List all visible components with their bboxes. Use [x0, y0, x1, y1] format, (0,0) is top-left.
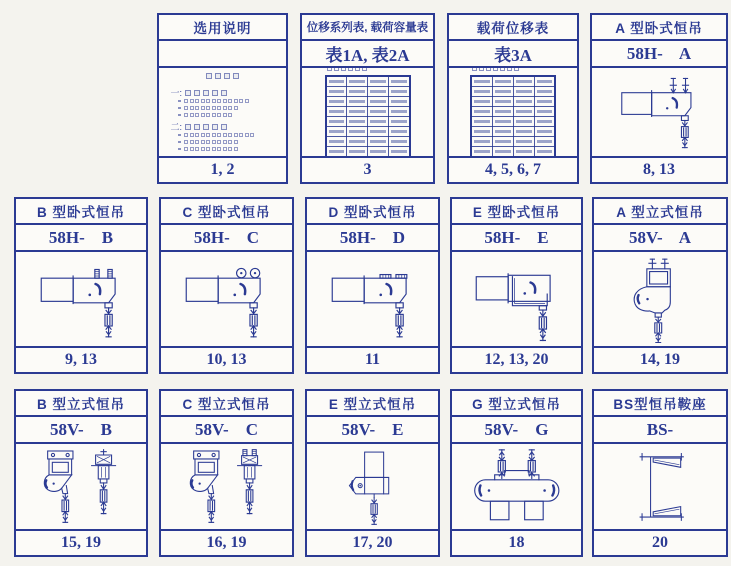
card-model: 58H- E [452, 225, 581, 252]
card-title: G 型立式恒吊 [452, 391, 581, 417]
card-saddle-bs [592, 389, 728, 557]
card-title: C 型卧式恒吊 [161, 199, 292, 225]
card-hanger-58h-e [450, 197, 583, 374]
card-title: D 型卧式恒吊 [307, 199, 438, 225]
card-model: 表3A [449, 41, 577, 68]
card-page-numbers: 18 [452, 529, 581, 555]
card-page-numbers: 14, 19 [594, 346, 726, 372]
card-model [159, 41, 286, 68]
card-page-numbers: 9, 13 [16, 346, 146, 372]
card-displacement-series-table [300, 13, 435, 184]
card-page-numbers: 16, 19 [161, 529, 292, 555]
card-body [302, 68, 433, 156]
card-body [452, 444, 581, 529]
card-model: 58H- B [16, 225, 146, 252]
card-body [449, 68, 577, 156]
card-hanger-58v-e [305, 389, 440, 557]
card-title: 选用说明 [159, 15, 286, 41]
card-model: 58H- D [307, 225, 438, 252]
card-title: BS型恒吊鞍座 [594, 391, 726, 417]
card-hanger-58h-b [14, 197, 148, 374]
card-model: 58V- G [452, 417, 581, 444]
card-model: 58V- B [16, 417, 146, 444]
card-body [159, 68, 286, 156]
notes-placeholder-text: 一: 二: [171, 73, 275, 151]
card-hanger-58v-g [450, 389, 583, 557]
card-model: 58V- C [161, 417, 292, 444]
card-body [161, 444, 292, 529]
card-model: 表1A, 表2A [302, 41, 433, 68]
card-title: E 型立式恒吊 [307, 391, 438, 417]
card-page-numbers: 10, 13 [161, 346, 292, 372]
card-hanger-58h-d [305, 197, 440, 374]
mini-table-placeholder [325, 68, 411, 156]
card-body [16, 444, 146, 529]
card-body [452, 252, 581, 346]
drawing-vertical-hanger-b [41, 447, 121, 527]
card-hanger-58v-c [159, 389, 294, 557]
card-page-numbers: 11 [307, 346, 438, 372]
card-load-displacement-table [447, 13, 579, 184]
drawing-vertical-hanger-g [469, 447, 565, 527]
drawing-vertical-hanger-c [187, 447, 267, 527]
drawing-saddle-bs [627, 447, 692, 527]
card-title: C 型立式恒吊 [161, 391, 292, 417]
card-page-numbers: 4, 5, 6, 7 [449, 156, 577, 182]
card-title: E 型卧式恒吊 [452, 199, 581, 225]
card-model: 58H- A [592, 41, 726, 68]
card-hanger-58v-b [14, 389, 148, 557]
card-page-numbers: 1, 2 [159, 156, 286, 182]
card-page-numbers: 17, 20 [307, 529, 438, 555]
card-body [307, 252, 438, 346]
card-body [592, 68, 726, 156]
mini-table-placeholder [470, 68, 556, 156]
card-model: 58H- C [161, 225, 292, 252]
card-page-numbers: 12, 13, 20 [452, 346, 581, 372]
card-page-numbers: 20 [594, 529, 726, 555]
drawing-horizontal-hanger-d [325, 255, 419, 343]
card-body [307, 444, 438, 529]
drawing-vertical-hanger-a [622, 255, 698, 343]
card-body [161, 252, 292, 346]
card-hanger-58h-a [590, 13, 728, 184]
card-title: B 型立式恒吊 [16, 391, 146, 417]
card-title: 载荷位移表 [449, 15, 577, 41]
card-title: A 型卧式恒吊 [592, 15, 726, 41]
card-model: BS- [594, 417, 726, 444]
card-title: A 型立式恒吊 [594, 199, 726, 225]
drawing-horizontal-hanger-a [615, 71, 703, 154]
card-hanger-58h-c [159, 197, 294, 374]
card-body [16, 252, 146, 346]
card-body [594, 252, 726, 346]
card-title: 位移系列表, 载荷容量表 [302, 15, 433, 41]
card-selection-notes [157, 13, 288, 184]
drawing-horizontal-hanger-b [34, 255, 128, 343]
card-model: 58V- A [594, 225, 726, 252]
card-page-numbers: 3 [302, 156, 433, 182]
card-page-numbers: 15, 19 [16, 529, 146, 555]
card-model: 58V- E [307, 417, 438, 444]
drawing-horizontal-hanger-e [469, 255, 563, 343]
drawing-vertical-hanger-e [338, 447, 408, 527]
card-title: B 型卧式恒吊 [16, 199, 146, 225]
card-hanger-58v-a [592, 197, 728, 374]
card-body [594, 444, 726, 529]
drawing-horizontal-hanger-c [179, 255, 273, 343]
card-page-numbers: 8, 13 [592, 156, 726, 182]
